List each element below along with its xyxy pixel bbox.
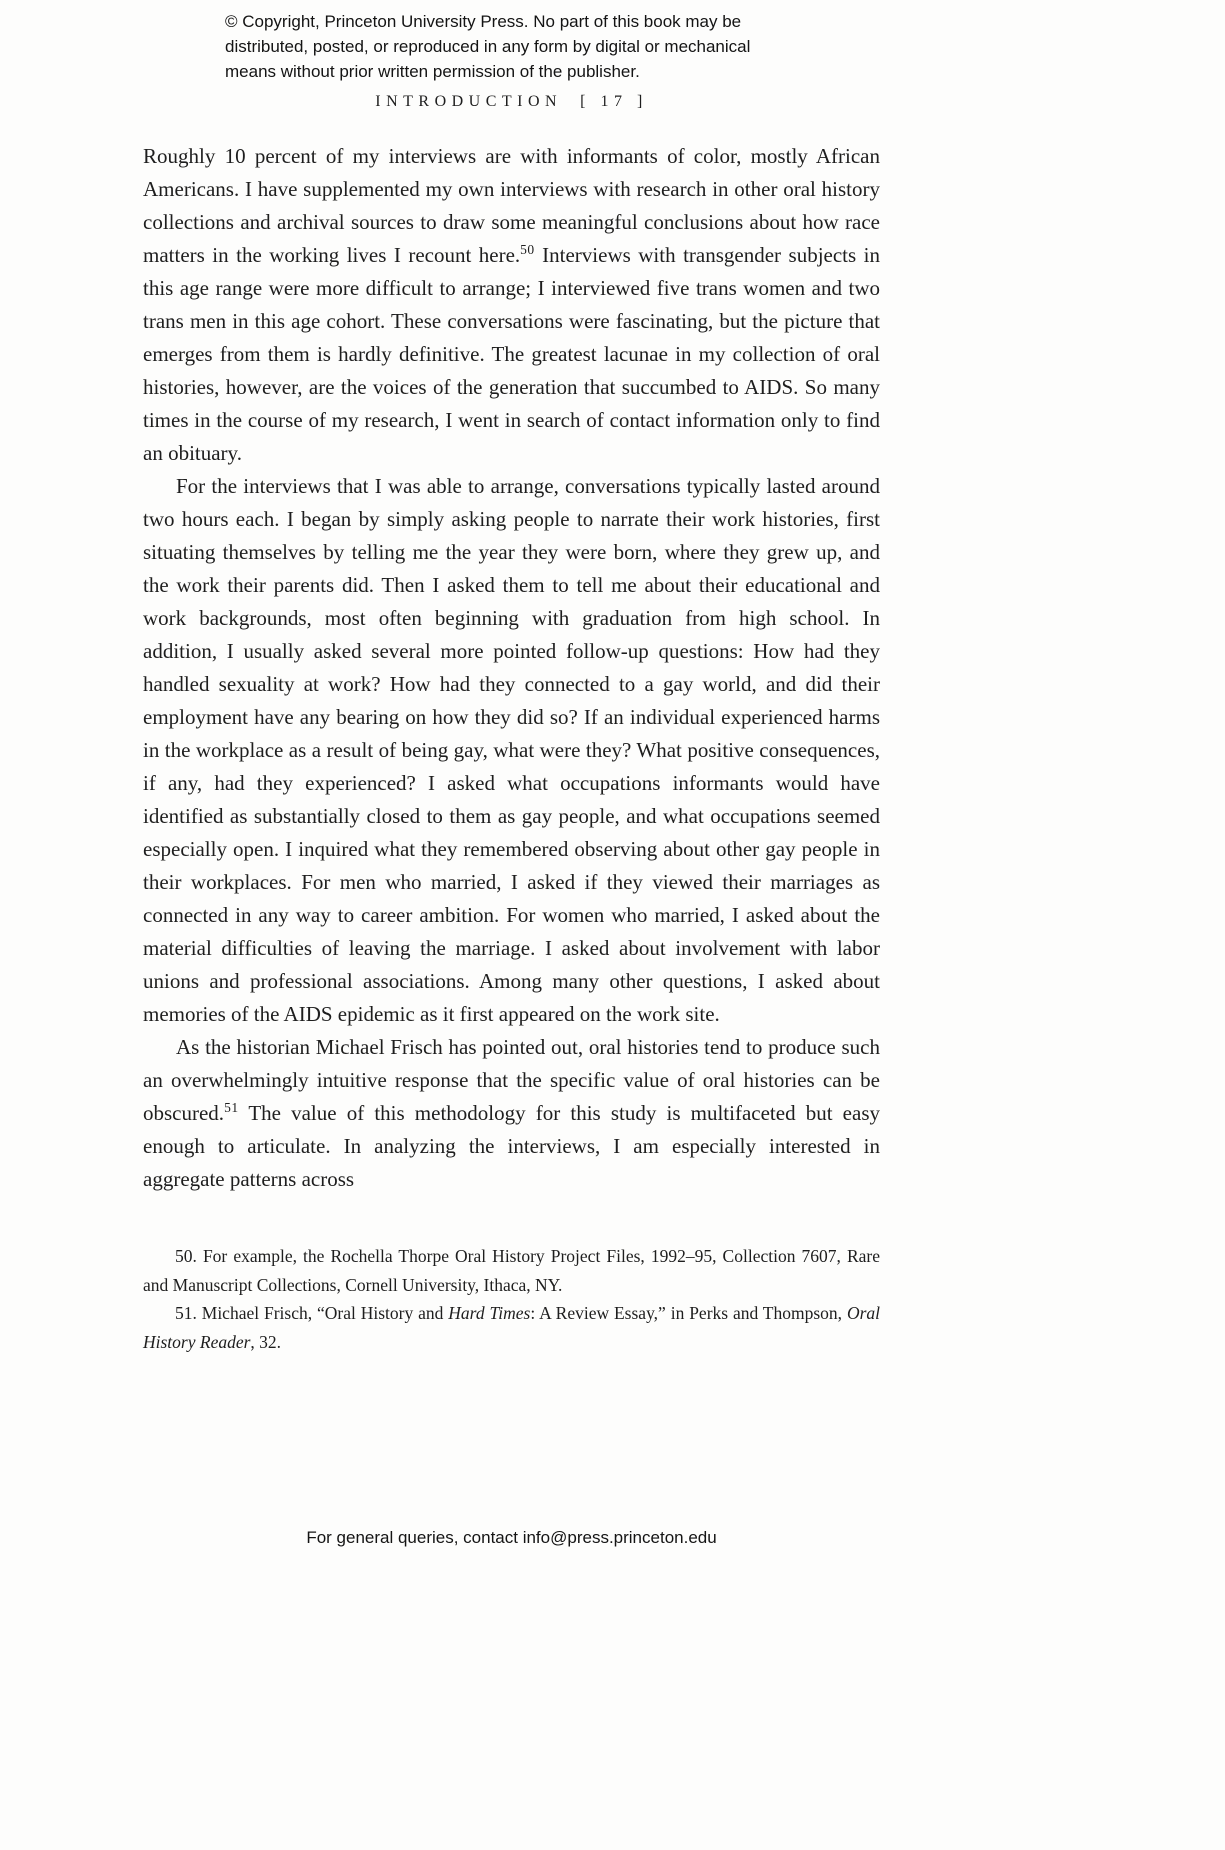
running-head (143, 93, 880, 111)
footnote-50 (143, 1242, 880, 1299)
footnote-51-text: : A Review Essay,” in Perks and Thompson, (530, 1303, 847, 1323)
paragraph-2 (143, 470, 880, 1031)
copyright-line-3: means without prior written permission of the publisher. (225, 62, 640, 81)
footnote-ref-51: 51 (224, 1100, 239, 1115)
paragraph-1-continuation: Interviews with transgender subjects in this age range were more difficult to arrange; I interviewed five trans women and two trans men in this age cohort. These conversations were fascinating, but the picture that emerges from them is hardly definitive. The greatest lacunae in my collection of oral histories, however, are the voices of the generation that succumbed to AIDS. So many times in the course of my research, I went in search of contact information only to find an obituary. (143, 243, 880, 465)
footnote-ref-50: 50 (520, 242, 535, 257)
footer-query-line: For general queries, contact info@press.princeton.edu (306, 1528, 717, 1547)
paragraph-3-text: As the historian Michael Frisch has pointed out, oral histories tend to produce such an overwhelmingly intuitive response that the specific value of oral histories can be obscured. (143, 1035, 880, 1125)
footnote-51-text: , 32. (250, 1331, 282, 1352)
book-page (143, 0, 880, 1850)
paragraph-1 (143, 140, 880, 470)
body-text (143, 140, 880, 1196)
footnote-50-text: 50. For example, the Rochella Thorpe Oral History Project Files, 1992–95, Collection 7607, Rare and Manuscript Collections, Cornell University, Ithaca, NY. (143, 1246, 880, 1295)
copyright-line-2: distributed, posted, or reproduced in any form by digital or mechanical (225, 37, 751, 56)
paragraph-1-text: Roughly 10 percent of my interviews are with informants of color, mostly African Americans. I have supplemented my own interviews with research in other oral history collections and archival sources to draw some meaningful conclusions about how race matters in the working lives I recount here. (143, 144, 880, 267)
copyright-line-1: © Copyright, Princeton University Press. No part of this book may be (225, 12, 742, 31)
footnotes (143, 1242, 880, 1356)
footnote-51-text: 51. Michael Frisch, “Oral History and (175, 1303, 449, 1323)
book-title-italic: Oral History Reader (143, 1303, 880, 1352)
paragraph-3-continuation: The value of this methodology for this study is multifaceted but easy enough to articulate. In analyzing the interviews, I am especially interested in aggregate patterns across (143, 1101, 880, 1191)
paragraph-2-text: For the interviews that I was able to arrange, conversations typically lasted around two hours each. I began by simply asking people to narrate their work histories, first situating themselves by telling me the year they were born, where they grew up, and the work their parents did. Then I asked them to tell me about their educational and work backgrounds, most often beginning with graduation from high school. In addition, I usually asked several more pointed follow-up questions: How had they handled sexuality at work? How had they connected to a gay world, and did their employment have any bearing on how they did so? If an individual experienced harms in the workplace as a result of being gay, what were they? What positive consequences, if any, had they experienced? I asked what occupations informants would have identified as substantially closed to them as gay people, and what occupations seemed especially open. I inquired what they remembered observing about other gay people in their workplaces. For men who married, I asked if they viewed their marriages as connected in any way to career ambition. For women who married, I asked about the material difficulties of leaving the marriage. I asked about involvement with labor unions and professional associations. Among many other questions, I asked about memories of the AIDS epidemic as it first appeared on the work site. (143, 474, 880, 1026)
book-title-italic: Hard Times (448, 1303, 531, 1323)
copyright-notice (143, 0, 880, 84)
page-number: [ 17 ] (580, 93, 648, 110)
chapter-title: INTRODUCTION (375, 93, 563, 110)
footnote-51 (143, 1299, 880, 1356)
paragraph-3 (143, 1031, 880, 1196)
